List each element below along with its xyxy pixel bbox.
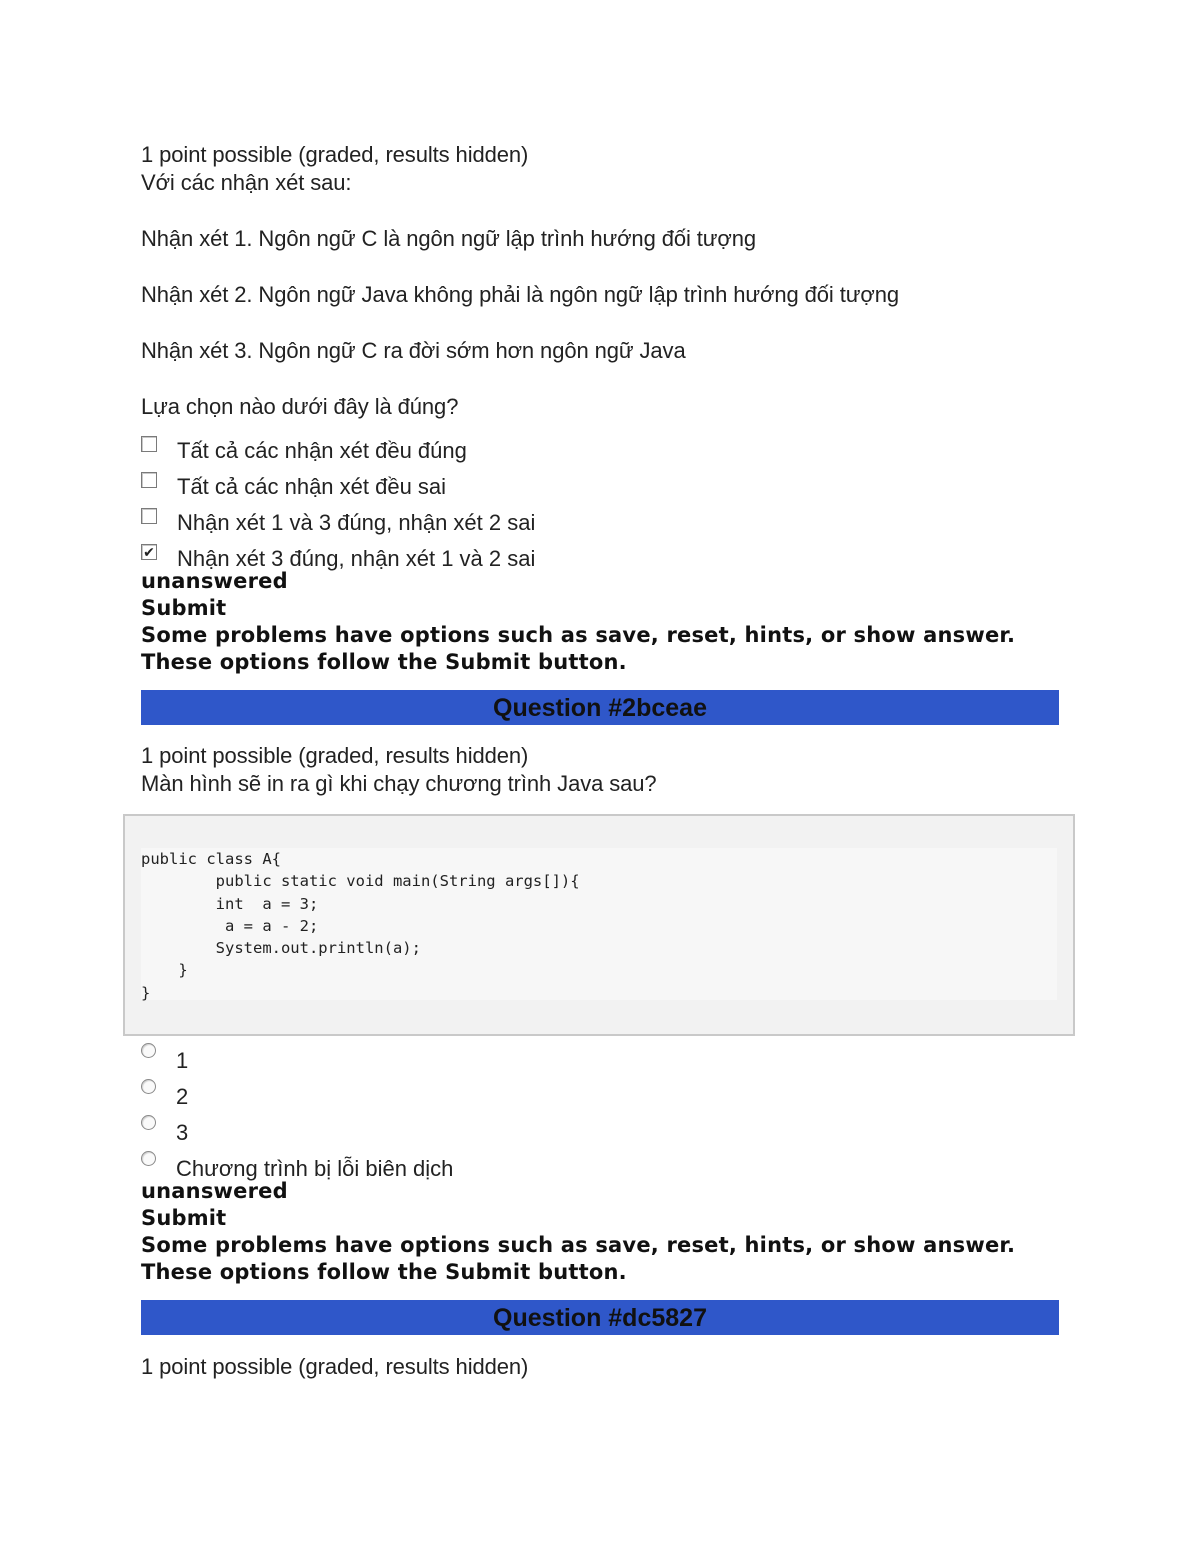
- checkbox-options: [141, 432, 1059, 571]
- statement-1: Nhận xét 1. Ngôn ngữ C là ngôn ngữ lập trình hướng đối tượng: [141, 226, 757, 251]
- submit-button[interactable]: Submit: [141, 596, 227, 620]
- option-1[interactable]: [141, 432, 1059, 468]
- question-header: Question #dc5827: [141, 1300, 1059, 1335]
- status-text: unanswered: [141, 1179, 288, 1203]
- option-label: Chương trình bị lỗi biên dịch: [176, 1156, 454, 1181]
- question-3: [141, 1300, 1059, 1381]
- code-block: [123, 814, 1075, 1036]
- checkbox[interactable]: [141, 436, 157, 452]
- options-note-2: These options follow the Submit button.: [141, 650, 627, 674]
- code-text: public class A{ public static void main(String args[]){ int a = 3; a = a - 2; System.out.println(a); } }: [141, 850, 580, 1002]
- checkbox[interactable]: [141, 508, 157, 524]
- option-2[interactable]: [141, 468, 1059, 504]
- question-2: [141, 690, 1059, 1286]
- options-note-2: These options follow the Submit button.: [141, 1260, 627, 1284]
- points-text: 1 point possible (graded, results hidden): [141, 142, 529, 167]
- option-label: 3: [176, 1120, 189, 1145]
- points-text: 1 point possible (graded, results hidden): [141, 1354, 529, 1379]
- statement-3: Nhận xét 3. Ngôn ngữ C ra đời sớm hơn ngôn ngữ Java: [141, 338, 686, 363]
- radio-button[interactable]: [141, 1043, 156, 1058]
- option-label: Tất cả các nhận xét đều sai: [177, 474, 447, 499]
- submit-button[interactable]: Submit: [141, 1206, 227, 1230]
- option-4[interactable]: [141, 540, 1059, 571]
- radio-button[interactable]: [141, 1151, 156, 1166]
- options-note: Some problems have options such as save, reset, hints, or show answer.: [141, 1233, 1016, 1257]
- option-label: 1: [176, 1048, 189, 1073]
- option-label: Tất cả các nhận xét đều đúng: [177, 438, 467, 463]
- option-3[interactable]: [141, 1114, 1059, 1150]
- option-label: Nhận xét 1 và 3 đúng, nhận xét 2 sai: [177, 510, 536, 535]
- radio-button[interactable]: [141, 1079, 156, 1094]
- question-prompt: Màn hình sẽ in ra gì khi chạy chương trình Java sau?: [141, 771, 657, 796]
- option-label: 2: [176, 1084, 189, 1109]
- status-text: unanswered: [141, 569, 288, 593]
- option-4[interactable]: [141, 1150, 1059, 1181]
- points-text: 1 point possible (graded, results hidden): [141, 743, 529, 768]
- radio-button[interactable]: [141, 1115, 156, 1130]
- option-3[interactable]: [141, 504, 1059, 540]
- question-1: [141, 141, 1059, 676]
- quiz-page: [141, 141, 1059, 1381]
- options-note: Some problems have options such as save, reset, hints, or show answer.: [141, 623, 1016, 647]
- checkbox[interactable]: ✔: [141, 544, 157, 560]
- option-label: Nhận xét 3 đúng, nhận xét 1 và 2 sai: [177, 546, 536, 571]
- code-area: [141, 848, 1057, 1000]
- question-prompt: Lựa chọn nào dưới đây là đúng?: [141, 394, 459, 419]
- checkbox[interactable]: [141, 472, 157, 488]
- question-header: Question #2bceae: [141, 690, 1059, 725]
- question-intro: Với các nhận xét sau:: [141, 170, 352, 195]
- radio-options: [141, 1042, 1059, 1181]
- option-1[interactable]: [141, 1042, 1059, 1078]
- statement-2: Nhận xét 2. Ngôn ngữ Java không phải là ngôn ngữ lập trình hướng đối tượng: [141, 282, 899, 307]
- option-2[interactable]: [141, 1078, 1059, 1114]
